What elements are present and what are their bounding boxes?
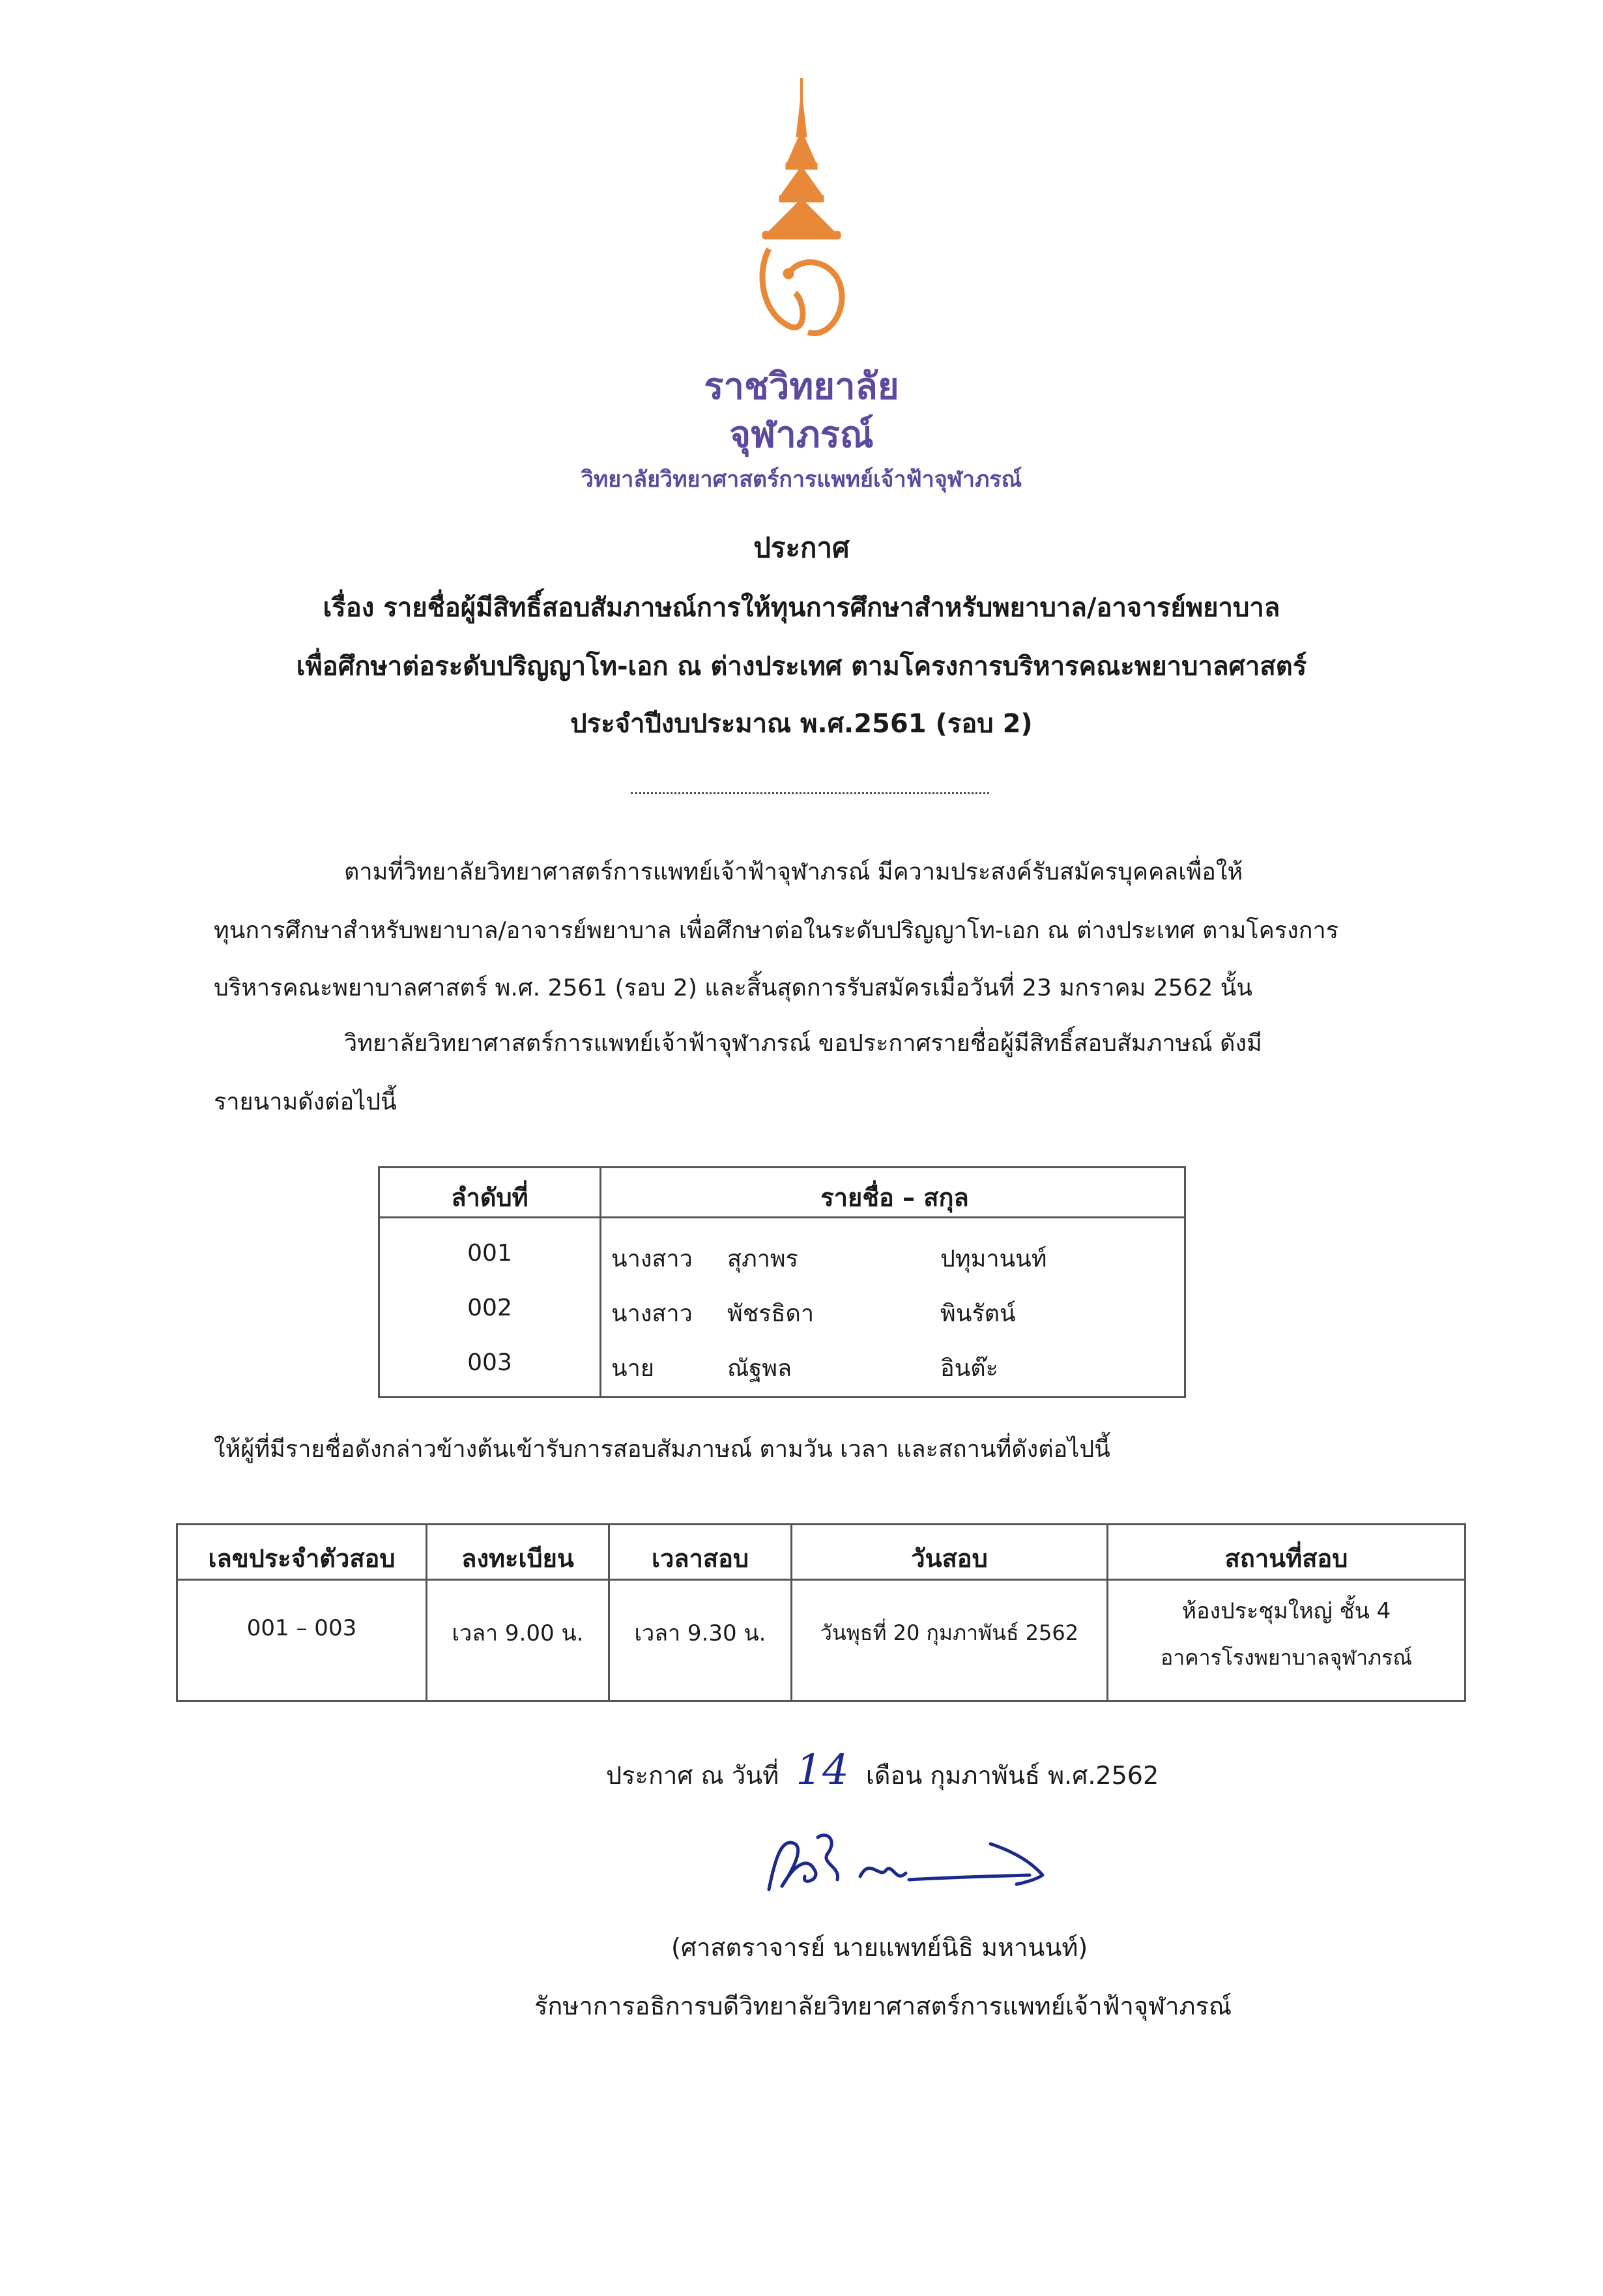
row-first-name: สุภาพร — [727, 1246, 798, 1272]
signer-name: (ศาสตราจารย์ นายแพทย์นิธิ มหานนท์) — [671, 1933, 1088, 1962]
column-header-name: รายชื่อ – สกุล — [820, 1183, 969, 1212]
row-number: 001 — [467, 1240, 512, 1267]
institution-name-line2: จุฬาภรณ์ — [729, 414, 874, 456]
table-row — [380, 1338, 1184, 1392]
university-seal-icon — [743, 78, 860, 352]
row-last-name: ปทุมานนท์ — [940, 1246, 1047, 1272]
announcement-date — [606, 1746, 1159, 1795]
signer-position: รักษาการอธิการบดีวิทยาลัยวิทยาศาสตร์การแพทย์เจ้าฟ้าจุฬาภรณ์ — [534, 1992, 1232, 2020]
row-last-name: พินรัตน์ — [940, 1300, 1016, 1327]
dotted-separator — [631, 792, 989, 794]
body-paragraph-2-line-2: รายนามดังต่อไปนี้ — [214, 1089, 397, 1115]
column-header-exam-time: เวลาสอบ — [651, 1544, 749, 1573]
column-header-venue: สถานที่สอบ — [1224, 1544, 1348, 1573]
candidate-names-table — [378, 1166, 1186, 1398]
row-first-name: พัชรธิดา — [727, 1300, 815, 1327]
interview-schedule-table — [176, 1523, 1466, 1702]
column-header-no: ลำดับที่ — [451, 1183, 528, 1212]
interview-instruction: ให้ผู้ที่มีรายชื่อดังกล่าวข้างต้นเข้ารับการสอบสัมภาษณ์ ตามวัน เวลา และสถานที่ดังต่อไปนี้ — [214, 1436, 1110, 1463]
subject-line-2: เพื่อศึกษาต่อระดับปริญญาโท-เอก ณ ต่างประเทศ ตามโครงการบริหารคณะพยาบาลศาสตร์ — [296, 652, 1307, 682]
row-number: 003 — [467, 1349, 512, 1376]
cell-exam-date: วันพุธที่ 20 กุมภาพันธ์ 2562 — [820, 1620, 1079, 1645]
body-paragraph-1-line-3: บริหารคณะพยาบาลศาสตร์ พ.ศ. 2561 (รอบ 2) และสิ้นสุดการรับสมัครเมื่อวันที่ 23 มกราคม 2562 นั้น — [214, 975, 1253, 1001]
header-divider — [178, 1579, 1464, 1581]
institution-subtitle: วิทยาลัยวิทยาศาสตร์การแพทย์เจ้าฟ้าจุฬาภรณ์ — [581, 466, 1022, 493]
date-prefix: ประกาศ ณ วันที่ — [606, 1761, 779, 1790]
table-row — [380, 1283, 1184, 1338]
signature-icon — [756, 1818, 1082, 1902]
cell-venue-line-2: อาคารโรงพยาบาลจุฬาภรณ์ — [1160, 1645, 1412, 1670]
body-paragraph-1-line-2: ทุนการศึกษาสำหรับพยาบาล/อาจารย์พยาบาล เพื่อศึกษาต่อในระดับปริญญาโท-เอก ณ ต่างประเทศ ตามโครงการ — [214, 917, 1339, 944]
cell-exam-time: เวลา 9.30 น. — [634, 1620, 766, 1646]
row-title: นางสาว — [611, 1246, 693, 1272]
announcement-title: ประกาศ — [753, 532, 850, 564]
date-suffix: เดือน กุมภาพันธ์ พ.ศ.2562 — [865, 1761, 1159, 1790]
body-paragraph-2-line-1: วิทยาลัยวิทยาศาสตร์การแพทย์เจ้าฟ้าจุฬาภรณ์ ขอประกาศรายชื่อผู้มีสิทธิ์สอบสัมภาษณ์ ดังมี — [344, 1030, 1262, 1057]
row-last-name: อินต๊ะ — [940, 1355, 998, 1382]
subject-line-3: ประจำปีงบประมาณ พ.ศ.2561 (รอบ 2) — [570, 709, 1033, 739]
column-header-registration: ลงทะเบียน — [461, 1544, 574, 1573]
cell-registration: เวลา 9.00 น. — [452, 1620, 584, 1646]
table-row — [380, 1228, 1184, 1283]
subject-line-1: เรื่อง รายชื่อผู้มีสิทธิ์สอบสัมภาษณ์การให้ทุนการศึกษาสำหรับพยาบาล/อาจารย์พยาบาล — [323, 593, 1280, 623]
row-first-name: ณัฐพล — [727, 1355, 792, 1382]
column-header-exam-date: วันสอบ — [911, 1544, 988, 1573]
institution-name-line1: ราชวิทยาลัย — [704, 366, 899, 408]
row-title: นางสาว — [611, 1300, 693, 1327]
date-day-handwritten: 14 — [796, 1746, 849, 1794]
column-header-exam-id: เลขประจำตัวสอบ — [208, 1544, 396, 1573]
row-title: นาย — [611, 1355, 654, 1382]
row-number: 002 — [467, 1295, 512, 1321]
cell-venue-line-1: ห้องประชุมใหญ่ ชั้น 4 — [1181, 1598, 1391, 1624]
cell-exam-ids: 001 – 003 — [246, 1615, 357, 1641]
body-paragraph-1-line-1: ตามที่วิทยาลัยวิทยาศาสตร์การแพทย์เจ้าฟ้าจุฬาภรณ์ มีความประสงค์รับสมัครบุคคลเพื่อให้ — [344, 859, 1243, 885]
